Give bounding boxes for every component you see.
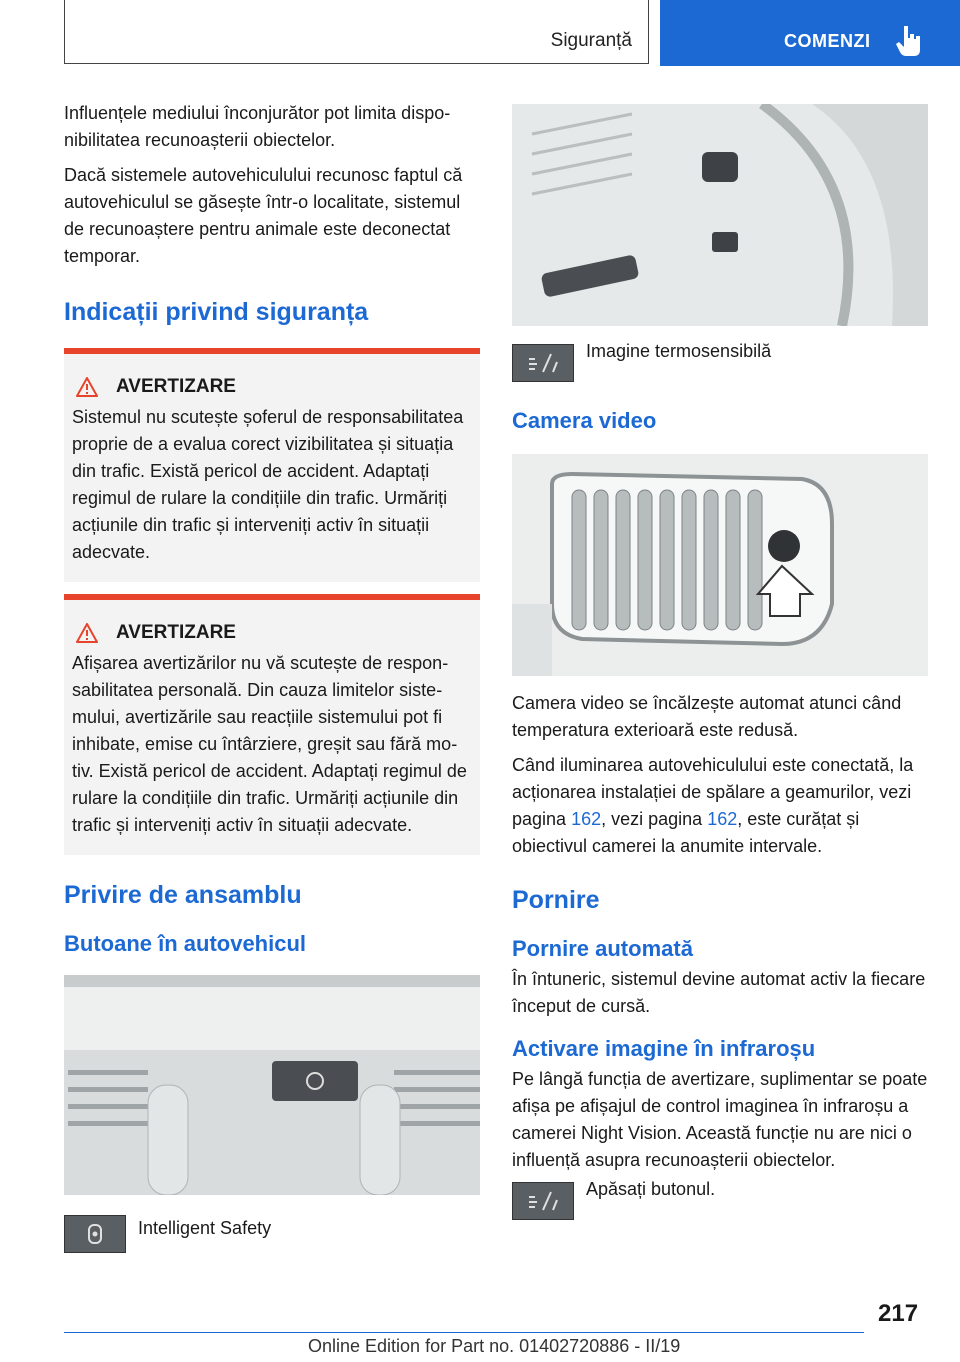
footer-divider xyxy=(64,1332,864,1333)
camera-paragraph-2 xyxy=(512,752,928,860)
intro-paragraph-2: Dacă sistemele autovehiculului recunosc faptul că autovehiculul se găsește într-o localitate, sistemul de recunoaștere pentru animale este deconectat temporar. xyxy=(64,165,463,266)
safety-heading: Indicații privind siguranța xyxy=(64,298,369,326)
thermal-image-row xyxy=(512,341,928,382)
intro-paragraph-1: Influențele mediului înconjurător pot limita disponibilitatea recunoașterii obiectelor. xyxy=(64,103,451,150)
warning-box-2 xyxy=(64,594,480,855)
section-title: Siguranță xyxy=(550,30,632,51)
buttons-heading: Butoane în autovehicul xyxy=(64,931,307,956)
warning-title-1: AVERTIZARE xyxy=(116,376,236,397)
camera-text-c: , este curățat și obiectivul camerei la anumite intervale. xyxy=(512,809,860,856)
warning-triangle-icon xyxy=(76,377,98,397)
page-link-162-second[interactable]: 162 xyxy=(707,809,738,829)
camera-text-b: , vezi pagina xyxy=(601,809,708,829)
camera-heading: Camera video xyxy=(512,408,657,433)
auto-start-text: În întuneric, sistemul devine automat activ la fiecare început de cursă. xyxy=(512,969,926,1016)
camera-text-a: Când iluminarea autovehiculului este conectată, la acționarea instalației de spălare a geamurilor, vezi pagina xyxy=(512,755,914,829)
thermal-image-label: Imagine termosensibilă xyxy=(586,341,772,361)
intelligent-safety-row xyxy=(64,1215,480,1253)
pointing-hand-icon xyxy=(896,24,922,56)
dashboard-buttons-photo xyxy=(64,975,480,1195)
right-column xyxy=(512,104,928,1220)
tab-label: COMENZI xyxy=(784,31,871,51)
grille-camera-photo xyxy=(512,454,928,676)
night-vision-button-icon[interactable] xyxy=(512,1182,574,1220)
edition-text: Online Edition for Part no. 01402720886 - II/19 xyxy=(308,1336,681,1356)
start-heading: Pornire xyxy=(512,886,600,914)
warning-triangle-icon xyxy=(76,623,98,643)
press-button-label: Apăsați butonul. xyxy=(586,1179,716,1199)
camera-paragraph-1: Camera video se încălzește automat atunci când temperatura exterioară este redusă. xyxy=(512,693,902,740)
intelligent-safety-label: Intelligent Safety xyxy=(138,1218,272,1238)
cockpit-buttons-photo xyxy=(512,104,928,326)
warning-title-2: AVERTIZARE xyxy=(116,622,236,643)
warning-text-1: Sistemul nu scutește șoferul de responsabilitatea proprie de a evalua corect vizibilitatea și situația din trafic. Există pericol de accident. Adaptați regimul de rulare la condițiile din trafic. Urmăriți acțiunile din trafic și interveniți activ în situații adecvate. xyxy=(72,407,464,562)
overview-heading: Privire de ansamblu xyxy=(64,881,302,909)
auto-start-heading: Pornire automată xyxy=(512,936,693,961)
header-section xyxy=(64,0,649,64)
press-button-row xyxy=(512,1179,928,1220)
tab-comenzi[interactable] xyxy=(660,0,960,66)
intelligent-safety-button-icon xyxy=(64,1215,126,1253)
page-number: 217 xyxy=(878,1300,919,1327)
warning-box-1 xyxy=(64,348,480,582)
infrared-heading: Activare imagine în infraroșu xyxy=(512,1036,816,1061)
left-column xyxy=(64,100,480,1253)
infrared-text: Pe lângă funcția de avertizare, suplimentar se poate afișa pe afișajul de control imaginea în infraroșu a camerei Night Vision. Această funcție nu are nici o influență asupra recunoașterii obiectelor. xyxy=(512,1069,928,1170)
night-vision-button-icon xyxy=(512,344,574,382)
warning-text-2: Afișarea avertizărilor nu vă scutește de responsabilitatea personală. Din cauza limitelor sistemului, avertizările sau reacțiile sistemului pot fi inhibate, emise cu întârziere, greșit sau fără motiv. Există pericol de accident. Adaptați regimul de rulare la condițiile din trafic. Urmăriți acțiunile din trafic și interveniți activ în situații adecvate. xyxy=(72,653,467,835)
page-link-162[interactable]: 162 xyxy=(571,809,602,829)
